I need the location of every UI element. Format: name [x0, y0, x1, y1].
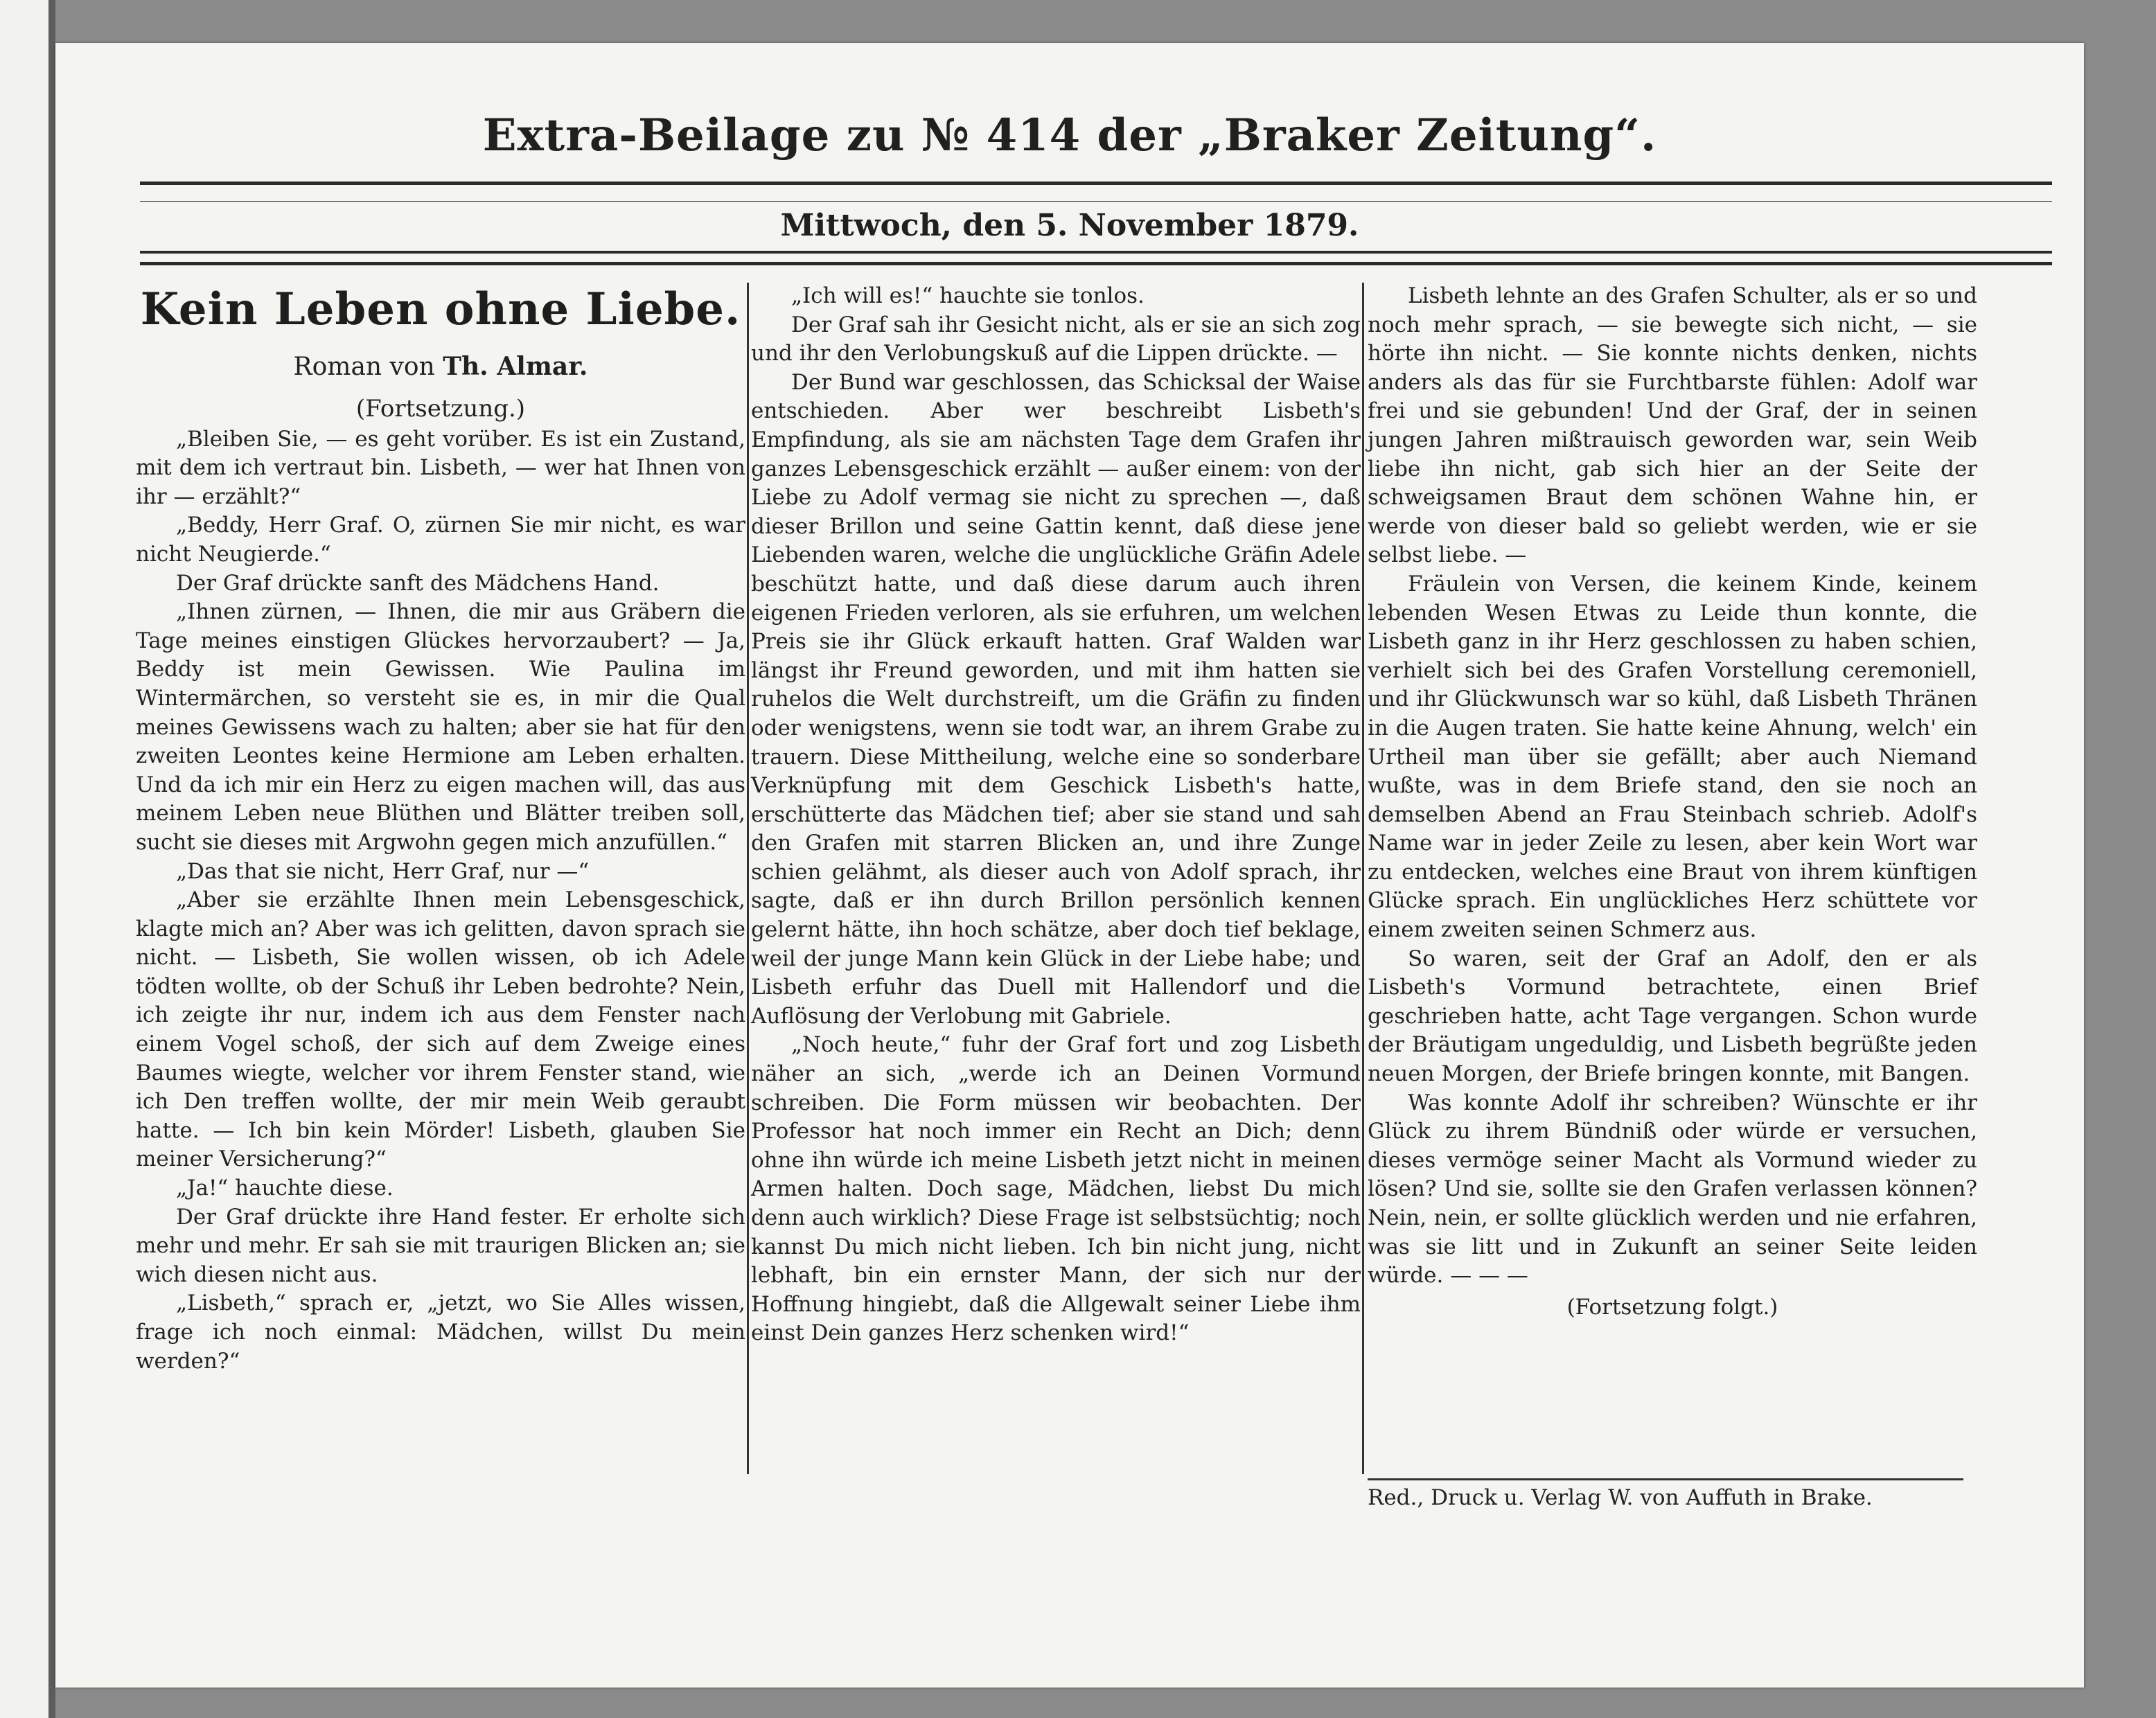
- article-column-1: [136, 282, 745, 1376]
- article-author: Th. Almar.: [443, 352, 588, 381]
- paragraph: „Ich will es!“ hauchte sie tonlos.: [791, 283, 1145, 308]
- paragraph: „Das that sie nicht, Herr Graf, nur —“: [176, 858, 590, 884]
- paragraph: Der Graf drückte sanft des Mädchens Hand.: [176, 570, 660, 596]
- paragraph: „Ja!“ hauchte diese.: [176, 1176, 394, 1201]
- paragraph: Was konnte Adolf ihr schreiben? Wünschte er ihr Glück zu ihrem Bündniß oder würde er versuchen, dieses vermöge seiner Macht als Vormund wieder zu lösen? Und sie, sollte sie den Grafen verlassen können? Nein, nein, er sollte glücklich werden und nie erfahren, was sie litt und in Zukunft an seiner Seite leiden würde. — — —: [1368, 1090, 1977, 1288]
- continuation-note: (Fortsetzung.): [355, 395, 526, 423]
- imprint: Red., Druck u. Verlag W. von Auffuth in Brake.: [1368, 1485, 1873, 1510]
- paragraph: „Aber sie erzählte Ihnen mein Lebensgeschick, klagte mich an? Aber was ich gelitten, davon sprach sie nicht. — Lisbeth, Sie wollen wissen, ob ich Adele tödten wollte, ob der Schuß ihr Leben bedrohte? Nein, ich zeigte ihr nur, indem ich aus dem Fenster nach einem Vogel schoß, der sich auf dem Zweige eines Baumes wiegte, welcher vor ihrem Fenster stand, wie ich Den treffen wollte, der mir mein Weib geraubt hatte. — Ich bin kein Mörder! Lisbeth, glauben Sie meiner Versicherung?“: [136, 887, 745, 1172]
- paragraph: So waren, seit der Graf an Adolf, den er als Lisbeth's Vormund betrachtete, einen Brief geschrieben hatte, acht Tage vergangen. Schon wurde der Bräutigam ungeduldig, und Lisbeth begrüßte jeden neuen Morgen, der Briefe bringen konnte, mit Bangen.: [1368, 946, 1977, 1087]
- paragraph: Der Graf drückte ihre Hand fester. Er erholte sich mehr und mehr. Er sah sie mit traurigen Blicken an; sie wich diesen nicht aus.: [136, 1204, 745, 1287]
- paragraph: Der Graf sah ihr Gesicht nicht, als er sie an sich zog und ihr den Verlobungskuß auf die Lippen drückte. —: [751, 312, 1361, 366]
- paragraph: „Bleiben Sie, — es geht vorüber. Es ist ein Zustand, mit dem ich vertraut bin. Lisbeth, — wer hat Ihnen von ihr — erzählt?“: [136, 426, 745, 509]
- paragraph: „Ihnen zürnen, — Ihnen, die mir aus Gräbern die Tage meines einstigen Glückes hervorzaubert? — Ja, Beddy ist mein Gewissen. Wie Paulina im Wintermärchen, so versteht sie es, in mir die Qual meines Gewissens wach zu halten; aber sie hat für den zweiten Leontes keine Hermione am Leben erhalten. Und da ich mir ein Herz zu eigen machen will, das aus meinem Leben neue Blüthen und Blätter treiben soll, sucht sie dieses mit Argwohn gegen mich anzufüllen.“: [136, 599, 745, 855]
- article-title: Kein Leben ohne Liebe.: [140, 283, 741, 335]
- masthead-rule: [140, 181, 2052, 185]
- date-rule: [140, 251, 2052, 254]
- paragraph: Lisbeth lehnte an des Grafen Schulter, als er so und noch mehr sprach, — sie bewegte sich nicht, — sie hörte ihn nicht. — Sie konnte nichts denken, nichts anders als das für sie Furchtbarste fühlen: Adolf war frei und sie gebunden! Und der Graf, der in seinen jungen Jahren mißtrauisch geworden war, sein Weib liebe ihn nicht, gab sich hier an der Seite der schweigsamen Braut dem schönen Wahne hin, er werde von dieser bald so geliebt werden, wie er sie selbst liebe. —: [1368, 283, 1977, 568]
- article-column-3: [1368, 282, 1977, 1322]
- paragraph: Der Bund war geschlossen, das Schicksal der Waise entschieden. Aber wer beschreibt Lisbeth's Empfindung, als sie am nächsten Tage dem Grafen ihr ganzes Lebensgeschick erzählt — außer einem: von der Liebe zu Adolf vermag sie nicht zu sprechen —, daß dieser Brillon und seine Gattin kennt, daß diese jene Liebenden waren, welche die unglückliche Gräfin Adele beschützt hatte, und daß diese darum auch ihren eigenen Frieden verloren, als sie erfuhren, um welchen Preis sie ihr Glück erkauft hatten. Graf Walden war längst ihr Freund geworden, und mit ihm hatten sie ruhelos die Welt durchstreift, um die Gräfin zu finden oder wenigstens, wenn sie todt war, an ihrem Grabe zu trauern. Diese Mittheilung, welche eine so sonderbare Verknüpfung mit dem Geschick Lisbeth's hatte, erschütterte das Mädchen tief; aber sie stand und sah den Grafen mit starren Blicken an, und ihre Zunge schien gelähmt, als dieser auch von Adolf sprach, ihr sagte, daß er ihn durch Brillon persönlich kennen gelernt hätte, ihn hoch schätze, aber doch tief beklage, weil der junge Mann kein Glück in der Liebe habe; und Lisbeth erfuhr das Duell mit Hallendorf und die Auflösung der Verlobung mit Gabriele.: [751, 369, 1361, 1029]
- paragraph: „Noch heute,“ fuhr der Graf fort und zog Lisbeth näher an sich, „werde ich an Deinen Vormund schreiben. Die Form müssen wir beobachten. Der Professor hat noch immer ein Recht an Dich; denn ohne ihn würde ich meine Lisbeth jetzt nicht in meinen Armen halten. Doch sage, Mädchen, liebst Du mich denn auch wirklich? Diese Frage ist selbstsüchtig; noch kannst Du mich nicht lieben. Ich bin nicht jung, nicht lebhaft, bin ein ernster Mann, der sich nur der Hoffnung hingiebt, daß die Allgewalt seiner Liebe ihm einst Dein ganzes Herz schenken wird!“: [751, 1032, 1361, 1346]
- newspaper-page: [55, 43, 2084, 1688]
- imprint-rule: [1368, 1478, 1963, 1480]
- paragraph: „Lisbeth,“ sprach er, „jetzt, wo Sie Alles wissen, frage ich noch einmal: Mädchen, willst Du mein werden?“: [136, 1291, 745, 1374]
- paragraph: „Beddy, Herr Graf. O, zürnen Sie mir nicht, es war nicht Neugierde.“: [136, 513, 745, 567]
- byline-prefix: Roman von: [293, 353, 435, 381]
- column-divider: [1362, 283, 1364, 1474]
- adjacent-page-edge: [0, 0, 55, 1718]
- article-byline: [136, 351, 745, 382]
- masthead-title: Extra-Beilage zu № 414 der „Braker Zeitung“.: [482, 109, 1657, 161]
- paragraph: Fräulein von Versen, die keinem Kinde, keinem lebenden Wesen Etwas zu Leide thun konnte, die Lisbeth ganz in ihr Herz geschlossen zu haben schien, verhielt sich bei des Grafen Vorstellung ceremoniell, und ihr Glückwunsch war so kühl, daß Lisbeth Thränen in die Augen traten. Sie hatte keine Ahnung, welch' ein Urtheil man über sie gefällt; aber auch Niemand wußte, was in dem Briefe stand, den sie noch an demselben Abend an Frau Steinbach schrieb. Adolf's Name war in jeder Zeile zu lesen, aber kein Wort war zu entdecken, welches eine Braut von ihrem künftigen Glücke sprach. Ein unglückliches Herz schüttete vor einem zweiten seinen Schmerz aus.: [1368, 571, 1977, 943]
- masthead-rule-thin: [140, 201, 2052, 202]
- date-rule-thick: [140, 262, 2052, 265]
- article-column-2: [751, 282, 1361, 1348]
- column-divider: [747, 283, 749, 1474]
- issue-date: Mittwoch, den 5. November 1879.: [780, 208, 1359, 243]
- to-be-continued: (Fortsetzung folgt.): [1566, 1294, 1778, 1320]
